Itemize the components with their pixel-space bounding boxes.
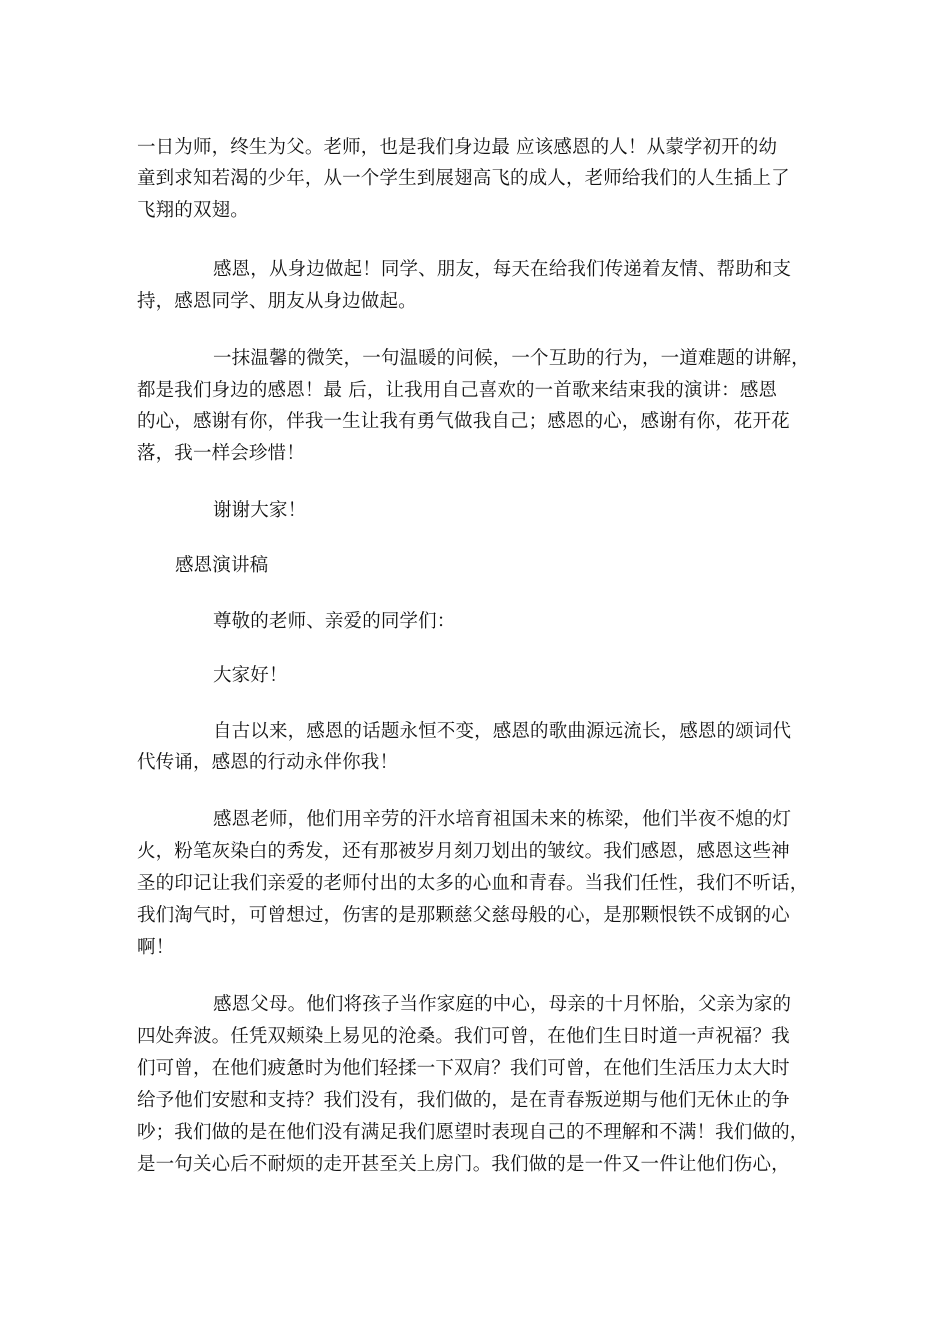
text-line: 火，粉笔灰染白的秀发，还有那被岁月刻刀划出的皱纹。我们感恩，感恩这些神 — [137, 841, 790, 862]
text-line: 四处奔波。任凭双颊染上易见的沧桑。我们可曾，在他们生日时道一声祝福？我 — [137, 1026, 790, 1047]
text-line: 吵；我们做的是在他们没有满足我们愿望时表现自己的不理解和不满！我们做的， — [137, 1122, 809, 1143]
text-line: 落，我一样会珍惜！ — [137, 443, 305, 464]
text-line: 感恩老师，他们用辛劳的汗水培育祖国未来的栋梁，他们半夜不熄的灯 — [213, 809, 792, 830]
text-line: 一日为师，终生为父。老师，也是我们身边最 应该感恩的人！从蒙学初开的幼 — [137, 137, 778, 158]
text-line: 们可曾，在他们疲惫时为他们轻揉一下双肩？我们可曾，在他们生活压力太大时 — [137, 1058, 790, 1079]
text-line: 大家好！ — [213, 665, 288, 686]
section-heading: 感恩演讲稿 — [175, 555, 269, 576]
text-line: 给予他们安慰和支持？我们没有，我们做的，是在青春叛逆期与他们无休止的争 — [137, 1090, 790, 1111]
text-line: 童到求知若渴的少年，从一个学生到展翅高飞的成人，老师给我们的人生插上了 — [137, 168, 790, 189]
text-line: 是一句关心后不耐烦的走开甚至关上房门。我们做的是一件又一件让他们伤心， — [137, 1154, 790, 1175]
text-line: 飞翔的双翅。 — [137, 200, 249, 221]
text-line: 代传诵，感恩的行动永伴你我！ — [137, 752, 399, 773]
text-line: 的心，感谢有你，伴我一生让我有勇气做我自己；感恩的心，感谢有你，花开花 — [137, 411, 790, 432]
text-line: 尊敬的老师、亲爱的同学们： — [213, 611, 456, 632]
text-line: 自古以来，感恩的话题永恒不变，感恩的歌曲源远流长，感恩的颂词代 — [213, 721, 792, 742]
text-line: 圣的印记让我们亲爱的老师付出的太多的心血和青春。当我们任性，我们不听话， — [137, 873, 809, 894]
text-line: 感恩父母。他们将孩子当作家庭的中心，母亲的十月怀胎，父亲为家的 — [213, 994, 792, 1015]
text-line: 感恩，从身边做起！同学、朋友，每天在给我们传递着友情、帮助和支 — [213, 259, 792, 280]
text-line: 持，感恩同学、朋友从身边做起。 — [137, 291, 417, 312]
text-line: 一抹温馨的微笑，一句温暖的问候，一个互助的行为，一道难题的讲解， — [213, 348, 810, 369]
text-line: 啊！ — [137, 937, 175, 958]
text-line: 谢谢大家！ — [213, 500, 307, 521]
text-line: 都是我们身边的感恩！最 后，让我用自己喜欢的一首歌来结束我的演讲：感恩 — [137, 380, 778, 401]
text-line: 我们淘气时，可曾想过，伤害的是那颗慈父慈母般的心，是那颗恨铁不成钢的心 — [137, 905, 790, 926]
